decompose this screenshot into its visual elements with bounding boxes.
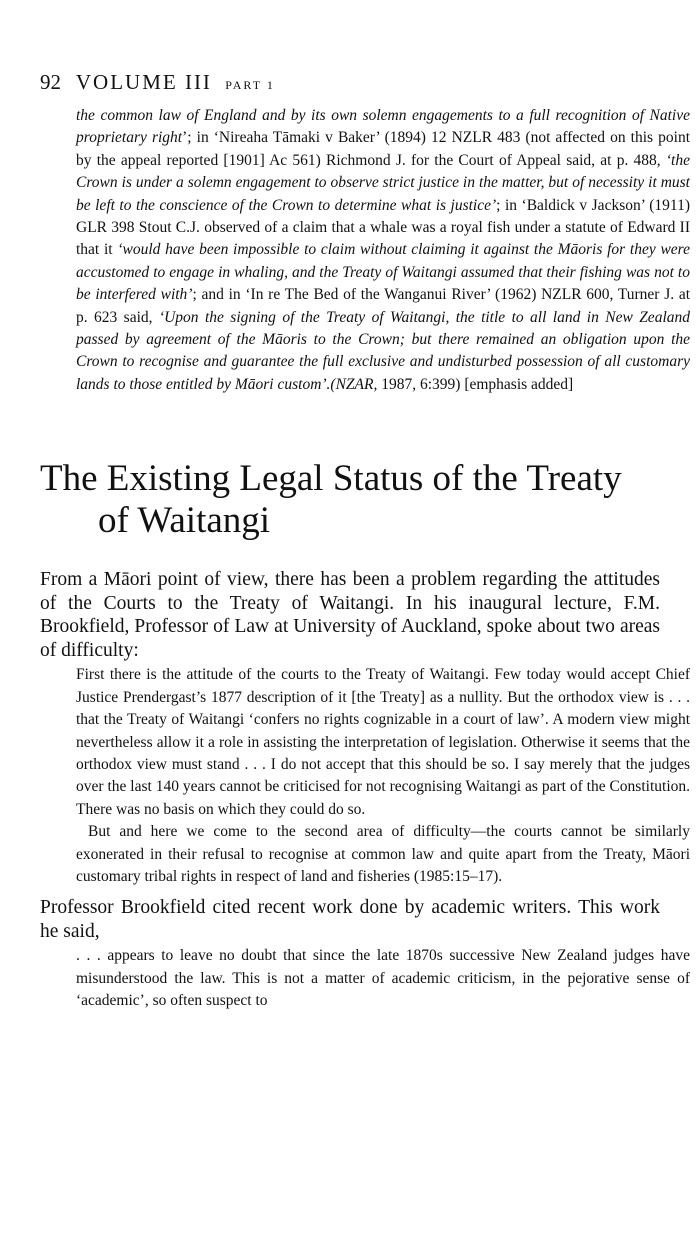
body-paragraph-academic: Professor Brookfield cited recent work done by academic writers. This work he said, — [40, 897, 660, 942]
roman-quote-segment: ’; in ‘Nireaha Tāmaki v Baker’ (1894) 12 NZLR 483 (not affected on this point by the appeal reported [1901] Ac 561) Richmond J. for the Court of Appeal said, at p. 488, — [76, 129, 690, 169]
quote-paragraph: But and here we come to the second area of difficulty—the courts cannot be similarly exonerated in their refusal to recognise at common law and quite apart from the Treaty, Māori customary tribal rights in respect of land and fisheries (1985:15–17). — [76, 823, 690, 885]
body-paragraph-intro: From a Māori point of view, there has been a problem regarding the attitudes of the Courts to the Treaty of Waitangi. In his inaugural lecture, F.M. Brookfield, Professor of Law at University of Auckland, spoke about two areas of difficulty: — [40, 569, 660, 661]
section-title-line-2: of Waitangi — [98, 500, 271, 542]
italic-quote-segment: ‘would have been impossible to claim without claiming it against the Māoris for they were accustomed to engage in whaling, and the Treaty of Waitangi assumed that their fishing was not to be interfered with’ — [76, 241, 691, 304]
roman-quote-segment: ; in ‘Baldick v Jackson’ (1911) GLR 398 Stout C.J. observed of a claim that a whale was a royal fish under a statute of Edward II that it — [76, 196, 690, 259]
block-quote-legal-cases — [76, 105, 690, 396]
italic-quote-segment: ‘the Crown is under a solemn engagement to observe strict justice in the matter, but of necessity it must be left to the conscience of the Crown to determine what is justice’ — [76, 151, 690, 214]
part-label: PART 1 — [225, 78, 275, 92]
section-title — [40, 458, 660, 542]
quote-paragraph: . . . appears to leave no doubt that since the late 1870s successive New Zealand judges have misunderstood the law. This is not a matter of academic criticism, in the pejorative sense of ‘academic’, so often suspect to — [76, 947, 690, 1010]
italic-quote-segment: the common law of England and by its own solemn engagements to a full recognition of Native proprietary right — [76, 107, 690, 147]
roman-quote-segment: 1987, 6:399) [emphasis added] — [377, 375, 574, 393]
quote-paragraph — [76, 105, 690, 396]
section-title-line-1: The Existing Legal Status of the Treaty — [40, 458, 622, 500]
roman-quote-segment: ; and in ‘In re The Bed of the Wanganui River’ (1962) NZLR 600, Turner J. at p. 623 said, — [76, 286, 690, 326]
quote-paragraph: First there is the attitude of the courts to the Treaty of Waitangi. Few today would accept Chief Justice Prendergast’s 1877 description of it [the Treaty] as a nullity. But the orthodox view is . . . that the Treaty of Waitangi ‘confers no rights cognizable in a court of law’. A modern view might nevertheless allow it a role in assisting the interpretation of legislation. Otherwise it seems that the orthodox view must stand . . . I do not accept that this should be so. I say merely that the judges over the last 140 years cannot be criticised for not recognising Waitangi as part of the Constitution. There was no basis on which they could do so. — [76, 666, 690, 818]
block-quote-brookfield — [76, 664, 690, 888]
volume-label: VOLUME III — [75, 70, 212, 94]
running-head — [40, 70, 700, 95]
italic-quote-segment: ‘Upon the signing of the Treaty of Waitangi, the title to all land in New Zealand passed by agreement of the Māoris to the Crown; but there remained an obligation upon the Crown to recognise and guarantee the full exclusive and undisturbed possession of all customary lands to those entitled by Māori custom’.(NZAR, — [76, 308, 690, 393]
block-quote-academic — [76, 945, 690, 1012]
page-number: 92 — [40, 70, 61, 94]
